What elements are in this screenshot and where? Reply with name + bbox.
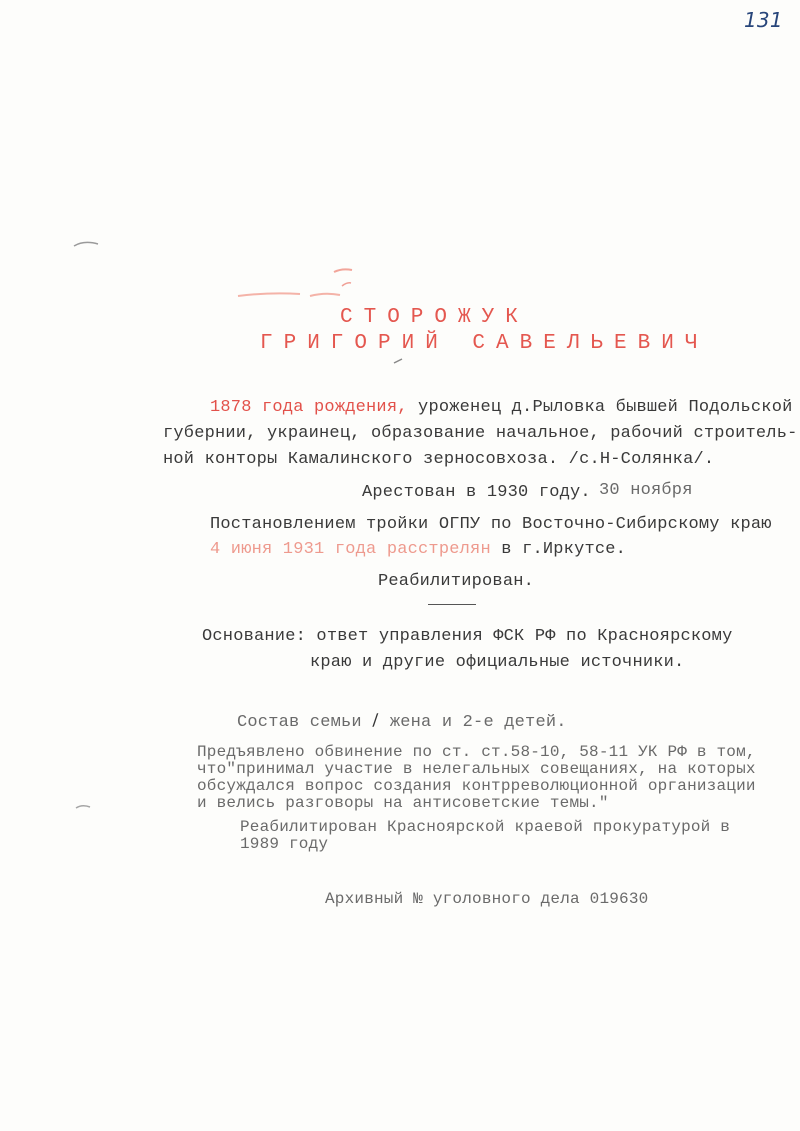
basis-line-2: краю и другие официальные источники. <box>310 653 685 672</box>
tick-mark <box>392 356 406 366</box>
birthplace: уроженец д.Рыловка бывшей Подольской <box>407 398 793 417</box>
family-line <box>237 713 567 733</box>
family-handwritten-mark: / <box>368 712 383 733</box>
divider-line <box>428 604 476 605</box>
arrest-date-note: 30 ноября <box>599 481 693 500</box>
bio-line-2: губернии, украинец, образование начальное, рабочий строитель- <box>163 424 798 443</box>
margin-mark-bottom <box>74 802 94 816</box>
birth-year: 1878 года рождения, <box>210 398 408 417</box>
charge-line-1: Предъявлено обвинение по ст. ст.58-10, 58-11 УК РФ в том, <box>197 743 756 761</box>
page-number: 131 <box>744 8 783 32</box>
charge-line-3: обсуждался вопрос создания контрреволюционной организации <box>197 777 756 795</box>
family-label: Состав семьи <box>237 713 362 732</box>
bio-line-3: ной конторы Камалинского зерносовхоза. /с.Н-Солянка/. <box>163 450 715 469</box>
margin-mark-top <box>72 238 102 252</box>
archive-number: Архивный № уголовного дела 019630 <box>325 890 649 908</box>
charge-line-4: и велись разговоры на антисоветские темы." <box>197 794 609 812</box>
basis-line-1: Основание: ответ управления ФСК РФ по Красноярскому <box>202 627 733 646</box>
red-scribble-mark <box>230 262 370 312</box>
bio-line-1 <box>210 398 793 418</box>
rehab-full-line-1: Реабилитирован Красноярской краевой прокуратурой в <box>240 818 731 836</box>
sentence-line-1: Постановлением тройки ОГПУ по Восточно-Сибирскому краю <box>210 515 772 534</box>
execution-place: в г.Иркутсе. <box>490 540 627 559</box>
execution-date: 4 июня 1931 года расстрелян <box>210 540 491 559</box>
surname: СТОРОЖУК <box>340 306 529 329</box>
sentence-line-2 <box>210 540 626 560</box>
family-text: жена и 2-е детей. <box>389 713 567 732</box>
given-names: ГРИГОРИЙ САВЕЛЬЕВИЧ <box>260 332 709 355</box>
rehab-full-line-2: 1989 году <box>240 835 329 853</box>
arrest-text: Арестован в 1930 году. <box>362 483 591 502</box>
charge-line-2: что"принимал участие в нелегальных совещаниях, на которых <box>197 760 756 778</box>
rehab-short: Реабилитирован. <box>378 572 535 591</box>
